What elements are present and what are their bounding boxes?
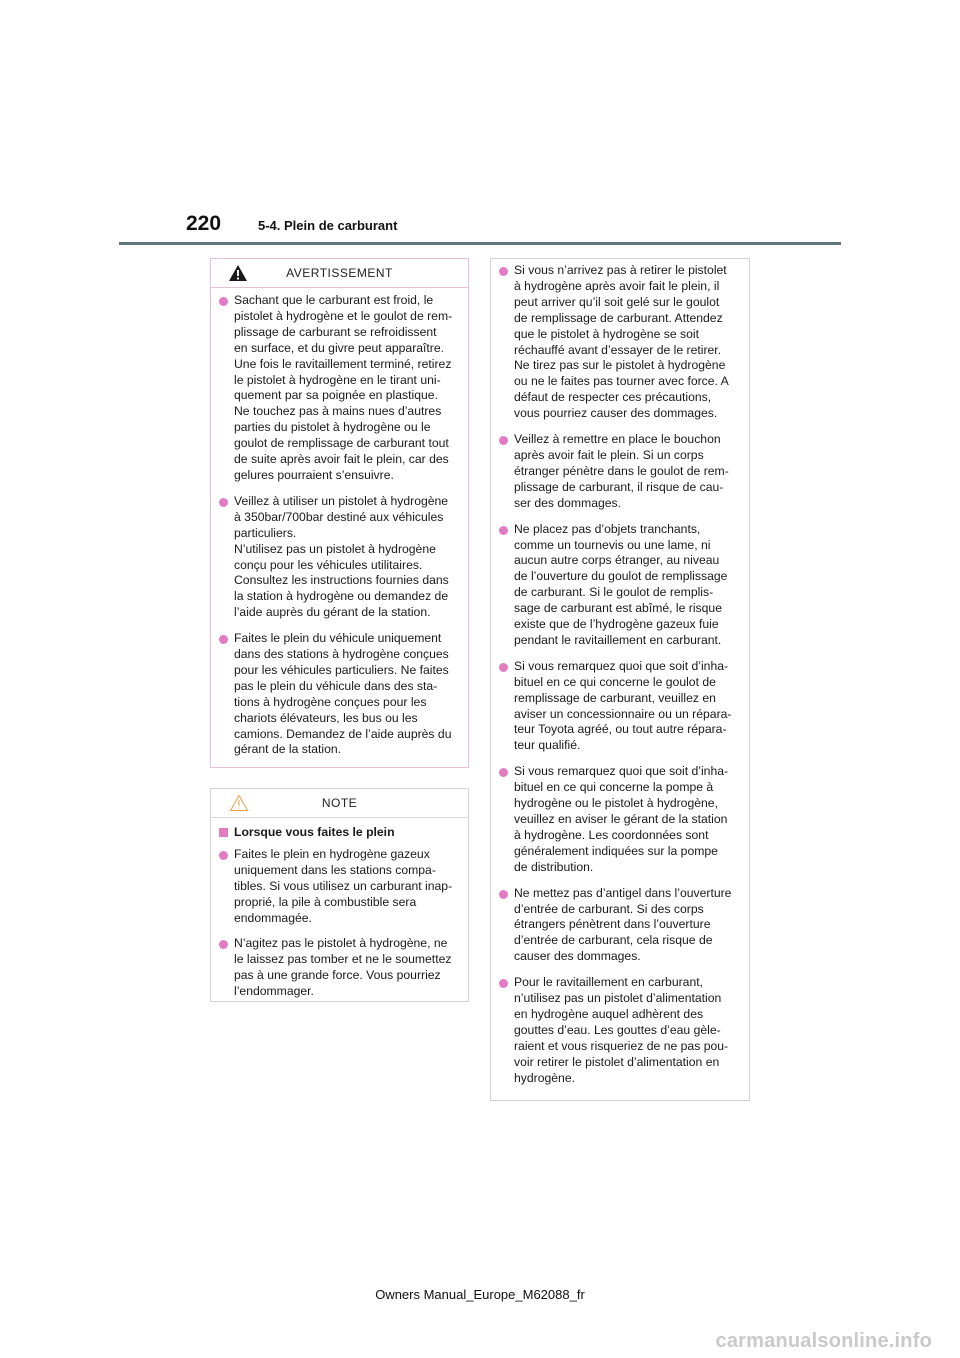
list-item-text: Pour le ravitaillement en carburant, n’utilisez pas un pistolet d’alimentation en hydrogène auquel adhèrent des gouttes d’eau. Les gouttes d’eau gèle- raient et vous risqueriez de ne pas pou- voir retirer le pistolet d’alimentation en hydrogène. bbox=[514, 975, 729, 1085]
bullet-icon bbox=[499, 436, 508, 445]
list-item bbox=[499, 522, 739, 649]
header-rule bbox=[119, 242, 841, 245]
bullet-icon bbox=[499, 768, 508, 777]
bullet-icon bbox=[219, 297, 228, 306]
note-header bbox=[211, 789, 468, 818]
list-item bbox=[499, 764, 739, 875]
note-title: NOTE bbox=[321, 796, 358, 810]
list-item-text: Faites le plein en hydrogène gazeux uniquement dans les stations compa- tibles. Si vous utilisez un carburant inap- proprié, la pile à combustible sera endommagée. bbox=[234, 846, 453, 925]
list-item-text: Veillez à remettre en place le bouchon après avoir fait le plein. Si un corps étranger pénètre dans le goulot de rem- plissage de carburant, il risque de cau- ser des dommages. bbox=[514, 432, 729, 510]
warning-continued-box bbox=[490, 258, 750, 1101]
warning-box bbox=[210, 258, 469, 768]
square-bullet-icon bbox=[219, 828, 228, 837]
list-item-text: Ne placez pas d’objets tranchants, comme un tournevis ou une lame, ni aucun autre corps étranger, au niveau de l’ouverture du goulot de remplissage de carburant. Si le goulot de remplis- sage de carburant est abîmé, le risque existe que de l’hydrogène gazeux fuie pendant le ravitaillement en carburant. bbox=[514, 521, 728, 647]
bullet-icon bbox=[499, 890, 508, 899]
watermark: carmanualsonline.info bbox=[715, 1330, 932, 1352]
list-item bbox=[219, 293, 458, 484]
list-item-text: Sachant que le carburant est froid, le pistolet à hydrogène et le goulot de rem- plissage de carburant se refroidissent en surface, et du givre peut apparaître. Une fois le ravitaillement terminé, retirez le pistolet à hydrogène en le tirant uni- quement par sa poignée en plastique. Ne touchez pas à mains nues d’autres parties du pistolet à hydrogène ou le goulot de remplissage de carburant tout de suite après avoir fait le plein, car des gelures pourraient s’ensuivre. bbox=[234, 293, 453, 482]
subheading-text: Lorsque vous faites le plein bbox=[234, 825, 395, 839]
page-number: 220 bbox=[186, 212, 222, 235]
warning-title: AVERTISSEMENT bbox=[286, 266, 393, 280]
note-subheading bbox=[219, 825, 458, 841]
list-item bbox=[499, 659, 739, 754]
list-item-text: N’agitez pas le pistolet à hydrogène, ne le laissez pas tomber et ne le soumettez pas à une grande force. Vous pourriez l’endommager. bbox=[234, 936, 452, 999]
footer-text: Owners Manual_Europe_M62088_fr bbox=[375, 1287, 585, 1302]
list-item-text: Ne mettez pas d’antigel dans l’ouverture d’entrée de carburant. Si des corps étrangers pénètrent dans l’ouverture d’entrée de carburant, cela risque de causer des dommages. bbox=[514, 885, 732, 964]
bullet-icon bbox=[499, 526, 508, 535]
bullet-icon bbox=[499, 663, 508, 672]
warning-triangle-icon bbox=[228, 264, 248, 282]
list-item-text: Si vous remarquez quoi que soit d’inha- bituel en ce qui concerne la pompe à hydrogène ou le pistolet à hydrogène, veuillez en aviser le gérant de la station à hydrogène. Les coordonnées sont généralement indiquées sur la pompe de distribution. bbox=[514, 764, 729, 874]
bullet-icon bbox=[219, 851, 228, 860]
list-item bbox=[499, 886, 739, 966]
list-item bbox=[219, 631, 458, 758]
note-box bbox=[210, 788, 469, 1002]
list-item-text: Veillez à utiliser un pistolet à hydrogène à 350bar/700bar destiné aux véhicules particuliers. N’utilisez pas un pistolet à hydrogène conçu pour les véhicules utilitaires. Consultez les instructions fournies dans la station à hydrogène ou demandez de l’aide auprès du gérant de la station. bbox=[234, 493, 449, 620]
bullet-icon bbox=[499, 979, 508, 988]
list-item bbox=[219, 494, 458, 621]
section-title: 5-4. Plein de carburant bbox=[258, 218, 398, 233]
bullet-icon bbox=[219, 940, 228, 949]
list-item bbox=[499, 263, 739, 422]
list-item-text: Si vous n’arrivez pas à retirer le pistolet à hydrogène après avoir fait le plein, il peut arriver qu’il soit gelé sur le goulot de remplissage de carburant. Attendez que le pistolet à hydrogène se soit réchauffé avant d’essayer de le retirer. Ne tirez pas sur le pistolet à hydrogène ou ne le faites pas tourner avec force. A défaut de respecter ces précautions, vous pourriez causer des dommages. bbox=[514, 263, 729, 421]
list-item-text: Faites le plein du véhicule uniquement dans des stations à hydrogène conçues pour les véhicules particuliers. Ne faites pas le plein du véhicule dans des sta- tions à hydrogène conçues pour les chariots élévateurs, les bus ou les camions. Demandez de l’aide auprès du gérant de la station. bbox=[234, 631, 452, 757]
warning-header bbox=[211, 259, 468, 288]
list-item bbox=[219, 847, 458, 927]
bullet-icon bbox=[499, 267, 508, 276]
list-item bbox=[219, 936, 458, 1000]
list-item bbox=[499, 975, 739, 1086]
list-item-text: Si vous remarquez quoi que soit d’inha- bituel en ce qui concerne le goulot de remplissage de carburant, veuillez en aviser un concessionnaire ou un répara- teur Toyota agréé, ou tout autre répara- teur qualifié. bbox=[514, 658, 732, 753]
list-item bbox=[499, 432, 739, 512]
note-triangle-icon bbox=[229, 794, 249, 812]
bullet-icon bbox=[219, 498, 228, 507]
bullet-icon bbox=[219, 635, 228, 644]
